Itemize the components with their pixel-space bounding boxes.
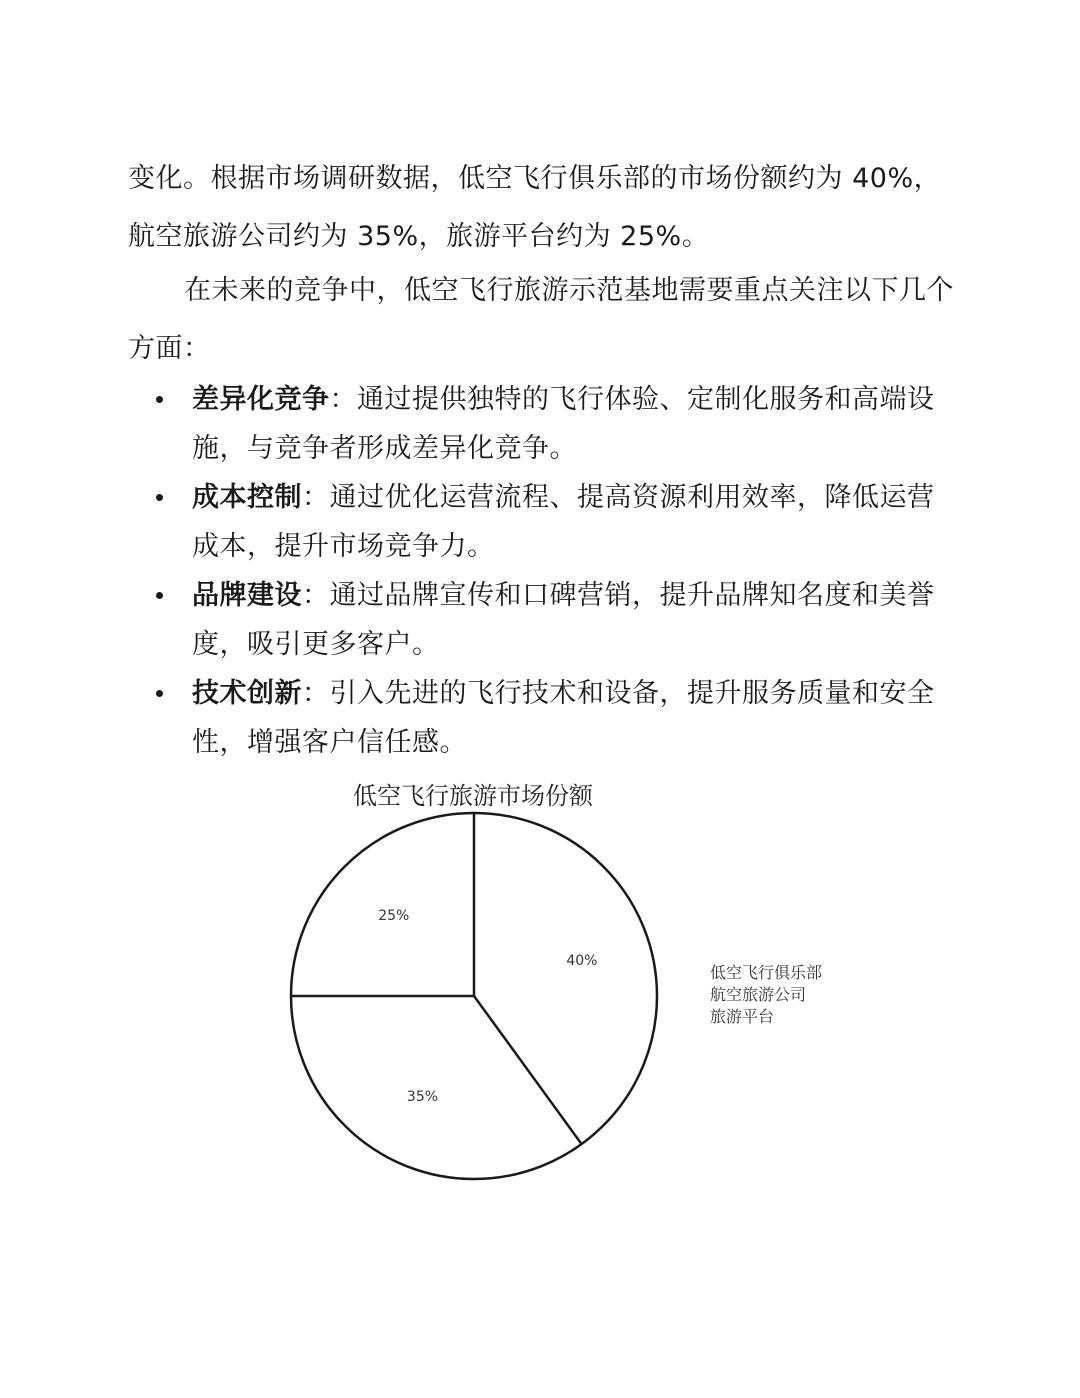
list-item-text: ：通过优化运营流程、提高资源利用效率，降低运营成本，提升市场竞争力。 xyxy=(192,482,935,562)
bullet-icon xyxy=(156,396,163,403)
legend-entry: 航空旅游公司 xyxy=(710,985,807,1004)
pie-chart-svg xyxy=(0,770,1080,1200)
list-item xyxy=(128,473,958,571)
chart-title: 低空飞行旅游市场份额 xyxy=(353,782,593,810)
bullet-icon xyxy=(156,494,163,501)
pie-slice-label: 35% xyxy=(406,1089,439,1106)
paragraph-market-share: 变化。根据市场调研数据，低空飞行俱乐部的市场份额约为 40%，航空旅游公司约为 35%，旅游平台约为 25%。 xyxy=(128,163,942,252)
list-item xyxy=(128,669,958,767)
paragraph-focus-areas: 在未来的竞争中，低空飞行旅游示范基地需要重点关注以下几个方面： xyxy=(128,275,954,364)
list-item-title: 品牌建设 xyxy=(192,580,302,611)
list-item-text: ：通过品牌宣传和口碑营销，提升品牌知名度和美誉度，吸引更多客户。 xyxy=(192,580,935,660)
list-item xyxy=(128,375,958,473)
list-item-title: 成本控制 xyxy=(192,482,302,513)
list-item xyxy=(128,571,958,669)
bullet-icon xyxy=(156,690,163,697)
list-item-title: 技术创新 xyxy=(192,678,302,709)
pie-slice-label: 25% xyxy=(378,907,410,924)
legend-entry: 旅游平台 xyxy=(710,1007,775,1026)
pie-slice-label: 40% xyxy=(566,952,598,969)
list-item-title: 差异化竞争 xyxy=(192,384,330,415)
bullet-icon xyxy=(156,592,163,599)
chart-legend xyxy=(710,962,822,1028)
pie-chart xyxy=(0,770,1080,1200)
focus-list xyxy=(128,375,958,767)
list-item-text: ：引入先进的飞行技术和设备，提升服务质量和安全性，增强客户信任感。 xyxy=(192,678,935,758)
legend-entry: 低空飞行俱乐部 xyxy=(710,963,823,982)
list-item-text: ：通过提供独特的飞行体验、定制化服务和高端设施，与竞争者形成差异化竞争。 xyxy=(192,384,935,464)
